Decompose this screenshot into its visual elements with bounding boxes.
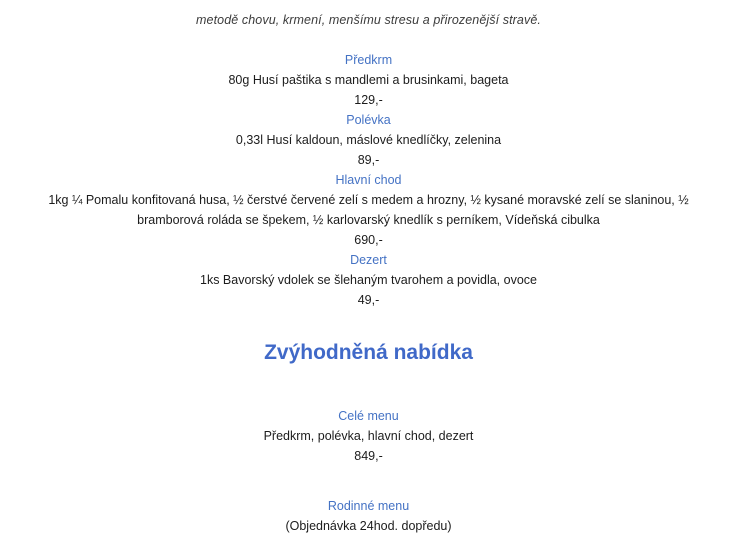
offer-section-title: Zvýhodněná nabídka xyxy=(264,341,473,364)
offer-heading: Rodinné menu xyxy=(327,499,410,513)
course-dezert xyxy=(0,250,737,310)
offer-description: (Objednávka 24hod. dopředu) xyxy=(285,519,452,533)
course-heading: Hlavní chod xyxy=(335,173,402,187)
course-description: 1ks Bavorský vdolek se šlehaným tvarohem a povidla, ovoce xyxy=(200,273,537,287)
offer-heading: Celé menu xyxy=(338,409,399,423)
course-predkrm xyxy=(0,50,737,110)
course-price: 89,- xyxy=(357,153,380,167)
intro-paragraph: metodě chovu, krmení, menšímu stresu a přirozenější stravě. xyxy=(196,13,541,27)
offer-top-gap xyxy=(0,310,737,340)
offer-item-cele-menu xyxy=(0,406,737,466)
course-heading: Polévka xyxy=(346,113,391,127)
offer-item-rodinne-menu xyxy=(0,496,737,536)
offer-item-gap xyxy=(0,466,737,486)
course-price: 129,- xyxy=(354,93,383,107)
offer-item-gap-2 xyxy=(0,486,737,496)
offer-price: 849,- xyxy=(354,449,383,463)
intro-gap xyxy=(0,30,737,50)
offer-description: Předkrm, polévka, hlavní chod, dezert xyxy=(263,429,474,443)
course-heading: Předkrm xyxy=(344,53,393,67)
course-polevka xyxy=(0,110,737,170)
course-hlavni-chod xyxy=(0,170,737,250)
offer-title-gap xyxy=(0,366,737,396)
course-price: 49,- xyxy=(357,293,380,307)
course-heading: Dezert xyxy=(350,253,387,267)
course-price: 690,- xyxy=(354,233,383,247)
courses-list xyxy=(0,50,737,310)
course-description: 0,33l Husí kaldoun, máslové knedlíčky, zelenina xyxy=(235,133,502,147)
offer-title-gap-2 xyxy=(0,396,737,406)
course-description: 1kg ¼ Pomalu konfitovaná husa, ½ čerstvé červené zelí s medem a hrozny, ½ kysané moravské zelí se slaninou, ½ bramborová roláda se špekem, ½ karlovarský knedlík s perníkem, Vídeňská cibulka xyxy=(48,193,689,227)
course-description: 80g Husí paštika s mandlemi a brusinkami, bageta xyxy=(228,73,509,87)
top-spacer xyxy=(0,0,737,10)
